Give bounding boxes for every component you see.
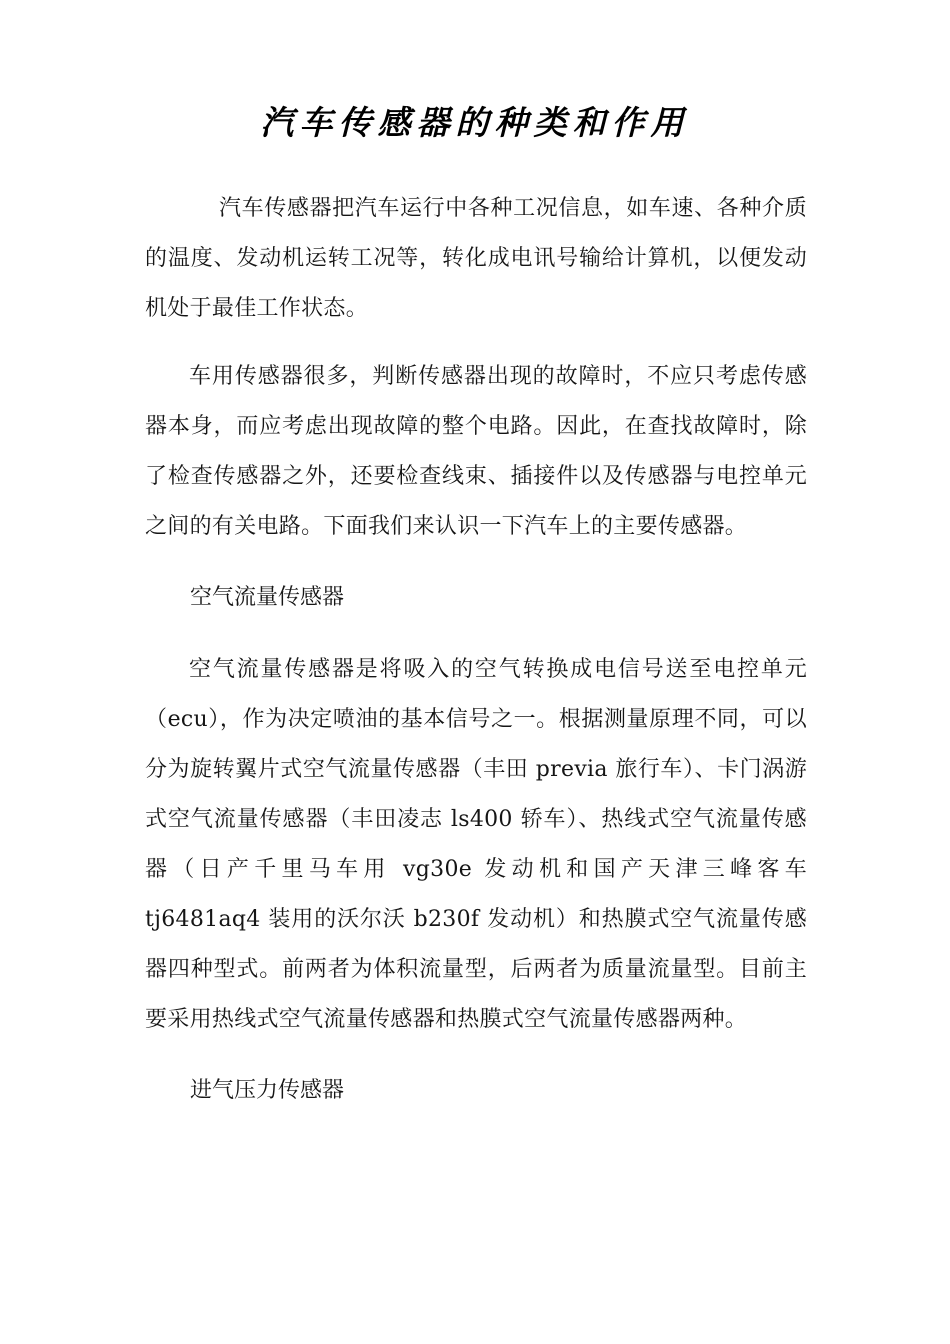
airflow-sensor-paragraph: 空气流量传感器是将吸入的空气转换成电信号送至电控单元（ecu），作为决定喷油的基本信号之一。根据测量原理不同，可以分为旋转翼片式空气流量传感器（丰田 previa 旅行车）、卡门涡游式空气流量传感器（丰田凌志 ls400 轿车）、热线式空气流量传感器（日产千里马车用 vg30e 发动机和国产天津三峰客车 tj6481aq4 装用的沃尔沃 b230f 发动机）和热膜式空气流量传感器四种型式。前两者为体积流量型，后两者为质量流量型。目前主要采用热线式空气流量传感器和热膜式空气流量传感器两种。	[145, 657, 807, 1032]
section-heading-airflow-sensor: 空气流量传感器	[190, 585, 345, 610]
document-title: 汽车传感器的种类和作用	[260, 103, 690, 142]
intro-paragraph: 汽车传感器把汽车运行中各种工况信息，如车速、各种介质的温度、发动机运转工况等，转化成电讯号输给计算机，以便发动机处于最佳工作状态。	[145, 196, 807, 321]
section-heading-intake-pressure-sensor: 进气压力传感器	[190, 1078, 345, 1103]
diagnosis-paragraph: 车用传感器很多，判断传感器出现的故障时，不应只考虑传感器本身，而应考虑出现故障的整个电路。因此，在查找故障时，除了检查传感器之外，还要检查线束、插接件以及传感器与电控单元之间的有关电路。下面我们来认识一下汽车上的主要传感器。	[145, 364, 807, 539]
